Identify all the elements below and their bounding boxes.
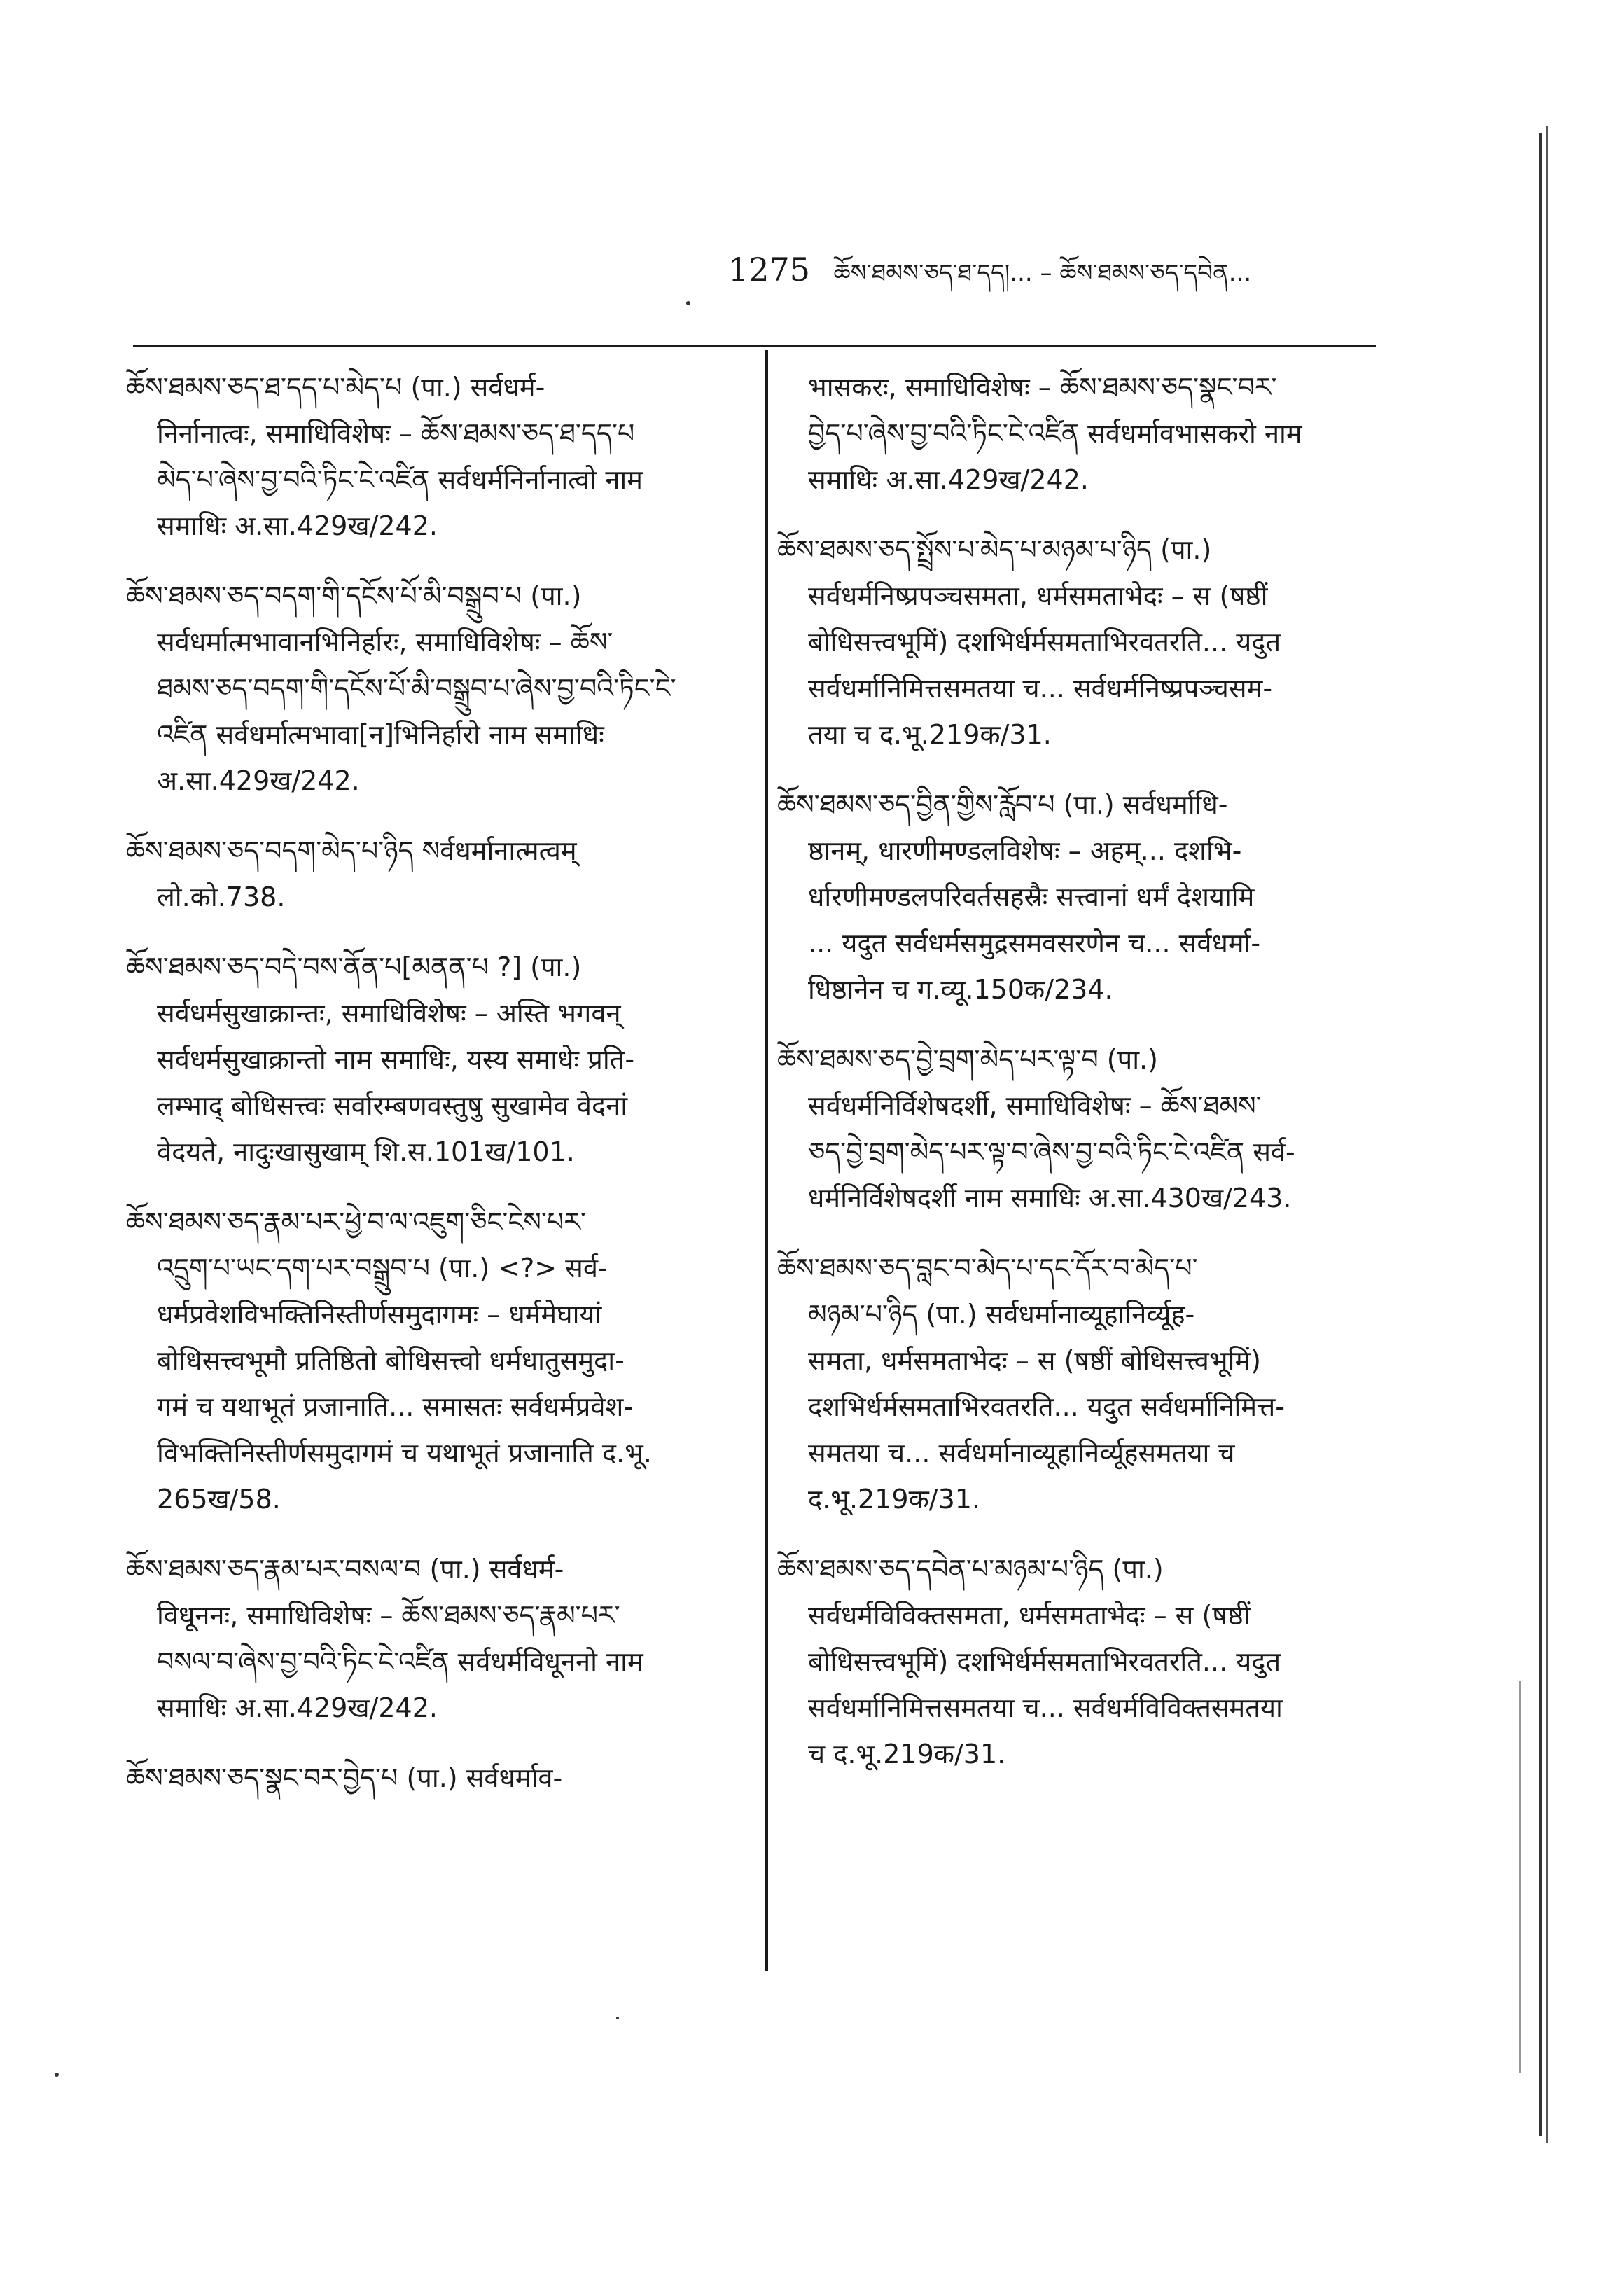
entry [777, 781, 1379, 1013]
entry-headword-line: ཆོས་ཐམས་ཅད་ཐ་དད་པ་མེད་པ (पा.) सर्वधर्म- [126, 372, 545, 403]
entry-line: བྱེད་པ་ཞེས་བྱ་བའི་ཏིང་ངེ་འཛིན सर्वधर्मावभासकरो नाम [808, 418, 1302, 449]
entry-line: बोधिसत्त्वभूमिं) दशभिर्धर्मसमताभिरवतरति... यदुत [808, 1646, 1281, 1677]
entry-line: ... यदुत सर्वधर्मसमुद्रसमवसरणेन च... सर्वधर्मा- [808, 928, 1261, 959]
entry-line: द.भू.219क/31. [808, 1484, 981, 1515]
entry-line: धिष्ठानेन च ग.व्यू.150क/234. [808, 974, 1113, 1005]
binding-edge-line [1539, 133, 1542, 2136]
entry-headword-line: ཆོས་ཐམས་ཅད་བདག་གི་དངོས་པོ་མི་བསྒྲུབ་པ (पा.) [126, 580, 582, 611]
entry-line: सर्वधर्मसुखाक्रान्तः, समाधिविशेषः – अस्ति भगवन् [157, 998, 621, 1029]
entry-line: समाधिः अ.सा.429ख/242. [157, 1692, 438, 1723]
entry [126, 1199, 742, 1522]
right-column [777, 364, 1379, 1801]
binding-edge-line [1519, 1681, 1521, 2073]
entry-line: धर्मप्रवेशविभक्तिनिस्तीर्णसमुदागमः – धर्ममेघायां [157, 1299, 602, 1330]
entry-line: गमं च यथाभूतं प्रजानाति... समासतः सर्वधर्मप्रवेश- [157, 1391, 634, 1422]
entry [777, 364, 1379, 503]
entry-line: འདྲུག་པ་ཡང་དག་པར་བསྒྲུབ་པ (पा.) <?> सर्व- [157, 1253, 608, 1283]
entry-line: बोधिसत्त्वभूमिं) दशभिर्धर्मसमताभिरवतरति... यदुत [808, 627, 1281, 658]
entry-line: निर्नानात्वः, समाधिविशेषः – ཆོས་ཐམས་ཅད་ཐ་དད་པ [157, 418, 635, 449]
entry [126, 1546, 742, 1731]
entry-headword-line: ཆོས་ཐམས་ཅད་བྱིན་གྱིས་རློབ་པ (पा.) सर्वधर्माधि- [777, 789, 1228, 820]
entry-line: सर्वधर्मसुखाक्रान्तो नाम समाधिः, यस्य समाधेः प्रति- [157, 1044, 635, 1075]
scan-speck [55, 2073, 59, 2077]
entry-headword-line: ཆོས་ཐམས་ཅད་བདག་མེད་པ་ཉིད སर्वधर्मानात्मत्वम् [126, 835, 577, 866]
entry-headword-line: ཆོས་ཐམས་ཅད་བྱེ་བྲག་མེད་པར་ལྟ་བ (पा.) [777, 1044, 1158, 1075]
entry-headword-line: ཆོས་ཐམས་ཅད་བླང་བ་མེད་པ་དང་དོར་བ་མེད་པ་ [777, 1253, 1198, 1283]
entry-line: वेदयते, नादुःखासुखाम् शि.स.101ख/101. [157, 1136, 575, 1167]
entry-headword-line: ཆོས་ཐམས་ཅད་སྣང་བར་བྱེད་པ (पा.) सर्वधर्माव- [126, 1762, 563, 1793]
entry [777, 527, 1379, 758]
entry-line: सर्वधर्मनिर्विशेषदर्शी, समाधिविशेषः – ཆོས་ཐམས་ [808, 1090, 1262, 1121]
entry-line: ཅད་བྱེ་བྲག་མེད་པར་ལྟ་བ་ཞེས་བྱ་བའི་ཏིང་ངེ་འཛིན सर्व- [808, 1136, 1295, 1167]
entry-line: बोधिसत्त्वभूमौ प्रतिष्ठितो बोधिसत्त्वो धर्मधातुसमुदा- [157, 1345, 625, 1376]
column-divider [765, 350, 768, 1971]
entry [777, 1546, 1379, 1777]
entry-line: विधूननः, समाधिविशेषः – ཆོས་ཐམས་ཅད་རྣམ་པར་ [157, 1600, 620, 1631]
entry-line: धर्मनिर्विशेषदर्शी नाम समाधिः अ.सा.430ख/243. [808, 1183, 1292, 1213]
scan-speck [686, 301, 690, 305]
entry [126, 364, 742, 549]
entry-line: विभक्तिनिस्तीर्णसमुदागमं च यथाभूतं प्रजानाति द.भू. [157, 1438, 652, 1468]
entry-headword-line: ཆོས་ཐམས་ཅད་དབེན་པ་མཉམ་པ་ཉིད (पा.) [777, 1554, 1164, 1585]
entry-line: འཛིན सर्वधर्मात्मभावा[न]भिनिर्हारो नाम समाधिः [157, 719, 604, 750]
binding-edge-line [1546, 126, 1548, 2143]
entry-line: सर्वधर्मात्मभावानभिनिर्हारः, समाधिविशेषः – ཆོས་ [157, 627, 613, 658]
entry-line: བསལ་བ་ཞེས་བྱ་བའི་ཏིང་ངེ་འཛིན सर्वधर्मविधूननो नाम [157, 1646, 643, 1677]
entry-line: सर्वधर्मानिमित्तसमतया च... सर्वधर्मनिष्प्रपञ्चसम- [808, 673, 1273, 704]
entry-line: लो.को.738. [157, 882, 286, 912]
entry-line: सर्वधर्मनिष्प्रपञ्चसमता, धर्मसमताभेदः – स (षष्ठीं [808, 580, 1268, 611]
entry-line: समाधिः अ.सा.429ख/242. [157, 510, 438, 541]
entry-line: མེད་པ་ཞེས་བྱ་བའི་ཏིང་ངེ་འཛིན सर्वधर्मनिर्नानात्वो नाम [157, 464, 643, 495]
entry-line: समाधिः अ.सा.429ख/242. [808, 464, 1089, 495]
entry-line: समता, धर्मसमताभेदः – स (षष्ठीं बोधिसत्त्वभूमिं) [808, 1345, 1262, 1376]
page-header [728, 249, 1428, 294]
entry [126, 828, 742, 920]
entry-line: सर्वधर्मविविक्तसमता, धर्मसमताभेदः – स (षष्ठीं [808, 1600, 1251, 1631]
entry-line: भासकरः, समाधिविशेषः – ཆོས་ཐམས་ཅད་སྣང་བར་ [808, 372, 1277, 403]
entry-line: तया च द.भू.219क/31. [808, 719, 1052, 750]
entry-line: समतया च... सर्वधर्मानाव्यूहानिर्व्यूहसमतया च [808, 1438, 1235, 1468]
entry-line: लम्भाद् बोधिसत्त्वः सर्वारम्बणवस्तुषु सुखामेव वेदनां [157, 1090, 628, 1121]
left-column [126, 364, 742, 1825]
entry-line: ष्ठानम्, धारणीमण्डलविशेषः – अहम्... दशभि- [808, 835, 1242, 866]
entry-headword-line: ཆོས་ཐམས་ཅད་བདེ་བས་ནོན་པ[མནན་པ ?] (पा.) [126, 952, 582, 982]
entry-line: अ.सा.429ख/242. [157, 765, 360, 796]
entry [126, 1755, 742, 1801]
entry-headword-line: ཆོས་ཐམས་ཅད་སྤྲོས་པ་མེད་པ་མཉམ་པ་ཉིད (पा.) [777, 534, 1212, 565]
entry-headword-line: ཆོས་ཐམས་ཅད་རྣམ་པར་བསལ་བ (पा.) सर्वधर्म- [126, 1554, 564, 1585]
entry-line: 265ख/58. [157, 1484, 281, 1515]
entry-line: सर्वधर्मानिमित्तसमतया च... सर्वधर्मविविक्तसमतया [808, 1692, 1283, 1723]
entry [126, 573, 742, 804]
entry [126, 944, 742, 1175]
entry-line: च द.भू.219क/31. [808, 1739, 1006, 1769]
entry-headword-line: ཆོས་ཐམས་ཅད་རྣམ་པར་ཕྱེ་བ་ལ་འཇུག་ཅིང་ངེས་པར་ [126, 1206, 586, 1237]
scan-speck [616, 2017, 619, 2019]
running-head: ཆོས་ཐམས་ཅད་ཐ་དད།... – ཆོས་ཐམས་ཅད་དབེན... [833, 259, 1252, 287]
entry-line: र्धारणीमण्डलपरिवर्तसहस्रैः सत्त्वानां धर्मं देशयामि [808, 882, 1255, 912]
entry-line: दशभिर्धर्मसमताभिरवतरति... यदुत सर्वधर्मानिमित्त- [808, 1391, 1286, 1422]
entry-line: ཐམས་ཅད་བདག་གི་དངོས་པོ་མི་བསྒྲུབ་པ་ཞེས་བྱ་བའི་ཏིང་ངེ་ [157, 673, 676, 704]
entry-line: མཉམ་པ་ཉིད (पा.) सर्वधर्मानाव्यूहानिर्व्यूह- [808, 1299, 1195, 1330]
entry [777, 1245, 1379, 1522]
page-number: 1275 [728, 251, 811, 288]
entry [777, 1036, 1379, 1221]
header-rule [133, 345, 1376, 347]
